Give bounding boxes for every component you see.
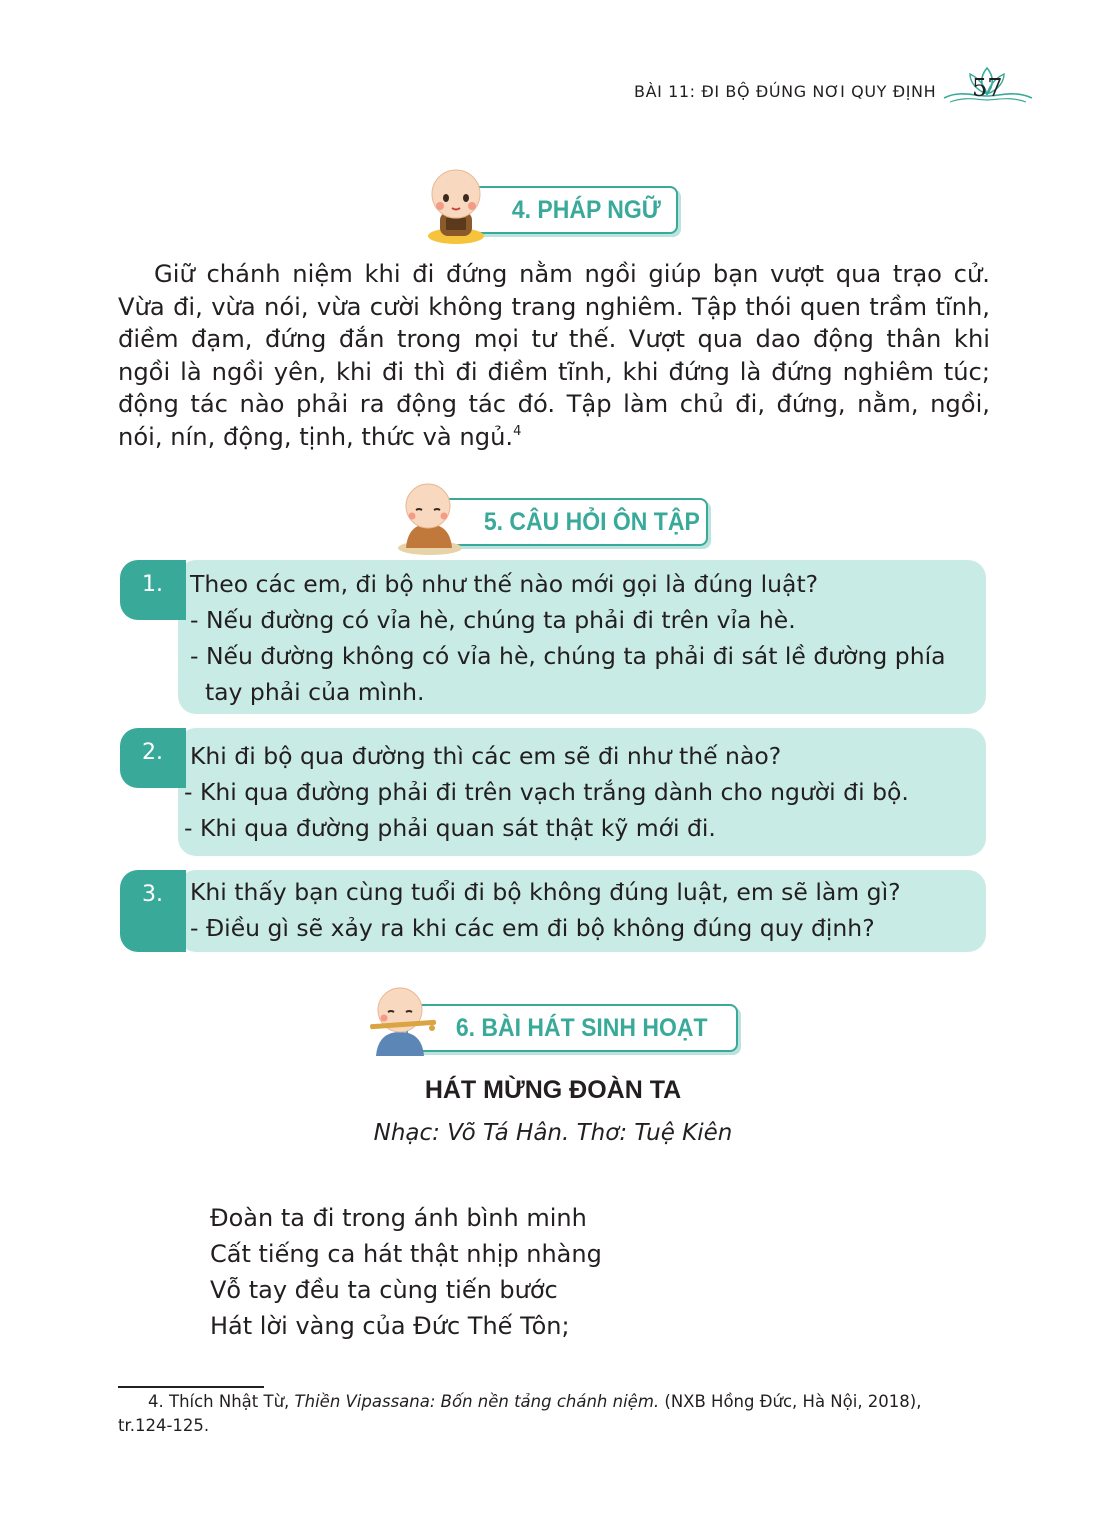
section-header-4 xyxy=(422,178,692,240)
lyric-line: Cất tiếng ca hát thật nhịp nhàng xyxy=(210,1240,602,1268)
question-1 xyxy=(190,566,946,710)
footnote-pages: tr.124-125. xyxy=(118,1416,210,1435)
question-number-badge: 3. xyxy=(120,870,186,952)
paragraph-line: điềm đạm, đứng đắn trong mọi tư thế. Vượt qua dao động thân khi xyxy=(118,325,990,353)
lyric-line: Vỗ tay đều ta cùng tiến bước xyxy=(210,1276,558,1304)
dharma-paragraph xyxy=(118,258,990,453)
answer-line: - Nếu đường không có vỉa hè, chúng ta phải đi sát lề đường phía xyxy=(190,642,946,670)
paragraph-last-line xyxy=(118,421,990,454)
section-header-6 xyxy=(366,996,746,1058)
section-title: 6. BÀI HÁT SINH HOẠT xyxy=(455,1014,708,1042)
footnote-title: Thiền Vipassana: Bốn nền tảng chánh niệm. xyxy=(294,1392,660,1411)
section-header-5 xyxy=(394,490,724,552)
answer-line: - Khi qua đường phải đi trên vạch trắng dành cho người đi bộ. xyxy=(184,778,909,806)
running-header xyxy=(600,74,1040,118)
question-line: Khi đi bộ qua đường thì các em sẽ đi như thế nào? xyxy=(190,742,782,770)
paragraph-line: động tác nào phải ra động tác đó. Tập làm chủ đi, đứng, nằm, ngồi, xyxy=(118,390,990,418)
answer-line: - Nếu đường có vỉa hè, chúng ta phải đi trên vỉa hè. xyxy=(190,606,796,634)
monk-reading-icon xyxy=(422,166,494,246)
section-title: 4. PHÁP NGỮ xyxy=(511,196,661,224)
footnote-prefix: 4. Thích Nhật Từ, xyxy=(148,1392,295,1411)
paragraph-line: nói, nín, động, tịnh, thức và ngủ. xyxy=(118,422,514,451)
question-line: Theo các em, đi bộ như thế nào mới gọi là đúng luật? xyxy=(190,570,819,598)
answer-line: - Điều gì sẽ xảy ra khi các em đi bộ không đúng quy định? xyxy=(190,914,875,942)
question-number-badge: 1. xyxy=(120,560,186,620)
section-title: 5. CÂU HỎI ÔN TẬP xyxy=(483,508,700,536)
footnote-ref: 4 xyxy=(513,423,522,439)
paragraph-line: Vừa đi, vừa nói, vừa cười không trang nghiêm. Tập thói quen trầm tĩnh, xyxy=(118,292,990,321)
lyric-line: Hát lời vàng của Đức Thế Tôn; xyxy=(210,1312,570,1340)
song-credit: Nhạc: Võ Tá Hân. Thơ: Tuệ Kiên xyxy=(373,1120,733,1146)
paragraph-line: ngồi là ngồi yên, khi đi thì đi điềm tĩnh, khi đứng là đứng nghiêm túc; xyxy=(118,357,990,386)
answer-line: tay phải của mình. xyxy=(190,678,425,706)
running-title: BÀI 11: ĐI BỘ ĐÚNG NƠI QUY ĐỊNH xyxy=(634,82,937,101)
paragraph-line: Giữ chánh niệm khi đi đứng nằm ngồi giúp bạn vượt qua trạo cử. xyxy=(154,260,990,288)
question-line: Khi thấy bạn cùng tuổi đi bộ không đúng luật, em sẽ làm gì? xyxy=(190,878,901,906)
monk-flute-icon xyxy=(366,984,446,1064)
song-lyrics xyxy=(210,1200,602,1344)
question-number-badge: 2. xyxy=(120,728,186,788)
question-3 xyxy=(190,874,901,946)
answer-line: - Khi qua đường phải quan sát thật kỹ mới đi. xyxy=(184,814,716,842)
footnote-suffix: (NXB Hồng Đức, Hà Nội, 2018), xyxy=(659,1392,922,1411)
question-2 xyxy=(184,738,909,846)
lyric-line: Đoàn ta đi trong ánh bình minh xyxy=(210,1204,587,1232)
footnote xyxy=(118,1390,990,1438)
monk-sitting-icon xyxy=(394,478,466,558)
page-number: 57 xyxy=(972,74,1003,102)
footnote-divider xyxy=(118,1386,264,1388)
song-title: HÁT MỪNG ĐOÀN TA xyxy=(424,1076,682,1104)
